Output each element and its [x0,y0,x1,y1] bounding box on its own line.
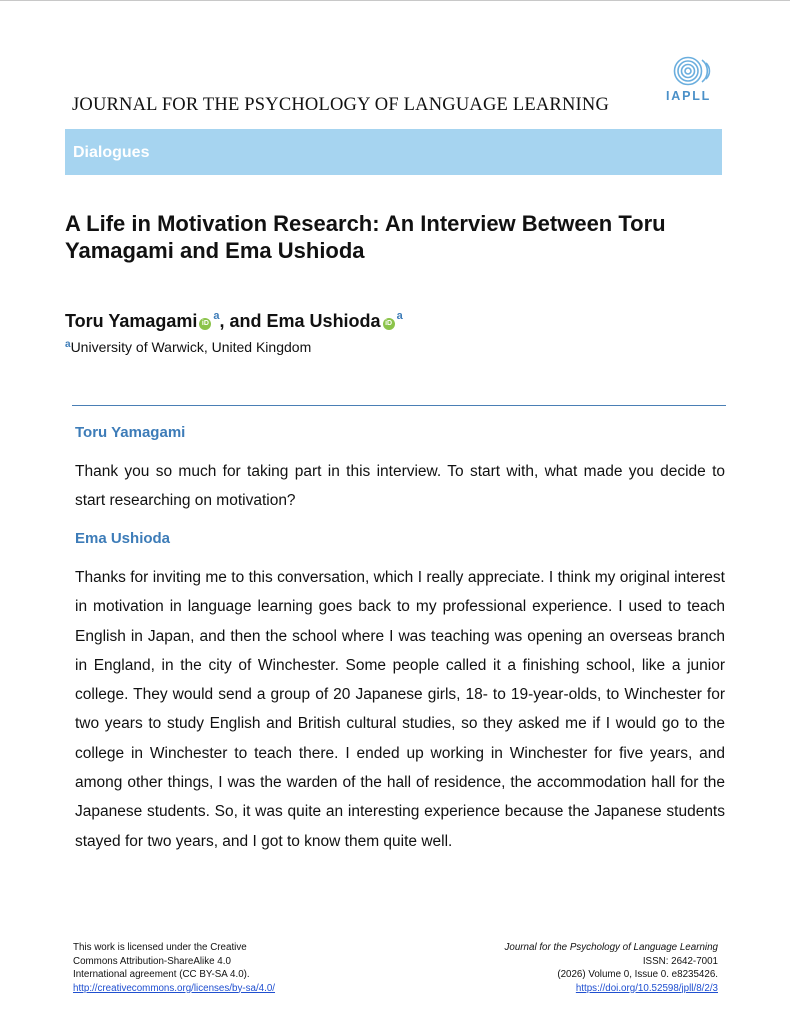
iapll-logo [666,56,722,103]
affiliation-text: University of Warwick, United Kingdom [70,339,312,355]
author-separator: , and [219,311,267,331]
affiliation-marker: a [396,310,403,322]
license-line: This work is licensed under the Creative [73,942,247,953]
speaker-name: Ema Ushioda [75,530,171,547]
affiliation-sup: a [65,339,71,350]
doi-link[interactable]: https://doi.org/10.52598/jpll/8/2/3 [575,982,718,994]
section-label: Dialogues [73,144,150,161]
volume-issue: (2026) Volume 0, Issue 0. e8235426. [557,969,718,980]
license-line: International agreement (CC BY-SA 4.0). [73,969,250,980]
author-line [65,310,403,332]
license-notice [73,941,275,995]
logo-text: IAPLL [666,89,712,103]
article-title: A Life in Motivation Research: An Interview Between Toru Yamagami and Ema Ushioda [65,211,666,263]
issn: ISSN: 2642-7001 [642,955,718,967]
section-divider [72,405,726,406]
author-name-2[interactable]: Ema Ushioda [266,311,381,331]
author-name-1[interactable]: Toru Yamagami [65,311,198,331]
speaker-name: Toru Yamagami [75,424,186,441]
affiliation [65,339,311,355]
journal-title: JOURNAL FOR THE PSYCHOLOGY OF LANGUAGE LEARNING [72,95,610,115]
section-banner [65,129,722,175]
dialogue-paragraph: Thanks for inviting me to this conversation, which I really appreciate. I think my original interest in motivation in language learning goes back to my professional experience. I used to teach English in Japan, and then the school where I was teaching was opening an overseas branch in England, in the city of Winchester. Some people called it a finishing school, like a junior college. They would send a group of 20 Japanese girls, 18- to 19-year-olds, to Winchester for two years to study English and British cultural studies, so they asked me if I would go to the college in Winchester to teach there. I ended up working in Winchester for five years, and among other things, I was the warden of the hall of residence, the accommodation hall for the Japanese students. So, it was quite an interesting experience because the Japanese students stayed for two years, and I got to know them quite well. [75,569,725,850]
top-border [0,0,790,1]
orcid-icon[interactable]: iD [383,318,395,330]
journal-name: Journal for the Psychology of Language Learning [504,942,718,953]
license-line: Commons Attribution-ShareAlike 4.0 [73,955,231,967]
license-link[interactable]: http://creativecommons.org/licenses/by-sa/4.0/ [73,982,276,994]
affiliation-marker: a [213,310,220,322]
concentric-circles-icon [672,56,716,86]
citation-info [504,941,718,995]
orcid-icon[interactable]: iD [199,318,211,330]
dialogue-paragraph: Thank you so much for taking part in this interview. To start with, what made you decide to start researching on motivation? [75,463,725,510]
